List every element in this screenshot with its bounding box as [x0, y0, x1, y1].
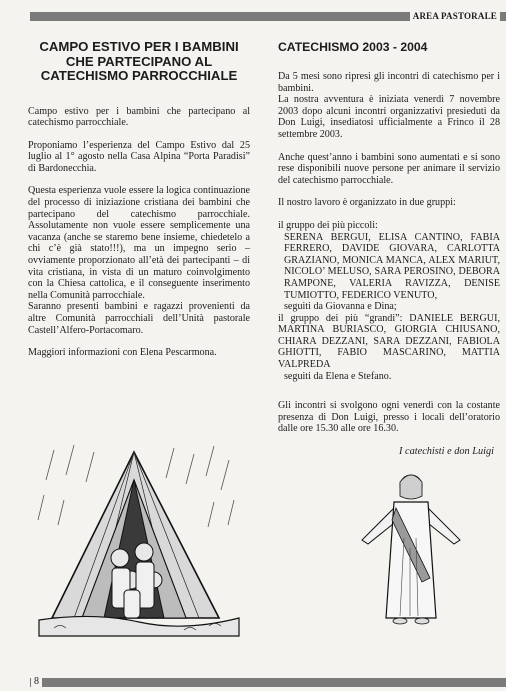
section-label: AREA PASTORALE [410, 11, 500, 21]
left-paragraph: Proponiamo l’esperienza del Campo Estivo dal 25 luglio al 1° agosto nella Casa Alpina “Porta Paradisi” di Bardonecchia. [28, 139, 250, 174]
left-paragraph: Campo estivo per i bambini che partecipano al catechismo parrocchiale. [28, 105, 250, 129]
right-paragraph: La nostra avventura è iniziata venerdì 7 novembre 2003 dopo alcuni incontri organizzativi presieduti da Don Luigi, insediatosi ufficialmente a Frinco il 28 settembre 2003. [278, 94, 500, 140]
right-paragraph: Il nostro lavoro è organizzato in due gruppi: [278, 197, 456, 209]
right-column [278, 40, 500, 457]
closing-paragraph: Gli incontri si svolgono ogni venerdì con la costante presenza di Don Luigi, presso i locali dell’oratorio dalle ore 15.30 alle ore 16.30. [278, 400, 500, 435]
group1-names: SERENA BERGUI, ELISA CANTINO, FABIA FERRERO, DAVIDE GIOVARA, CARLOTTA GRAZIANO, MONICA MANCA, ALEX MARIUT, NICOLO’ MELUSO, SARA PEROSINO, DEBORA RAMPONE, VALERIA RAVIZZA, DENISE TUMIOTTO, FEDERICO VENUTO, [284, 231, 500, 301]
right-paragraph: Anche quest’anno i bambini sono aumentati e si sono rese disponibili nuove persone per animare il servizio del catechismo parrocchiale. [278, 151, 500, 186]
left-article-title: CAMPO ESTIVO PER I BAMBINI CHE PARTECIPANO AL CATECHISMO PARROCCHIALE [39, 39, 239, 83]
page-number: 8 [31, 676, 42, 687]
left-paragraph: Maggiori informazioni con Elena Pescarmona. [28, 347, 217, 359]
right-article-title: CATECHISMO 2003 - 2004 [278, 40, 428, 54]
group2-names: DANIELE BERGUI, MARTINA BURIASCO, GIORGIA CHIUSANO, CHIARA DEZZANI, SARA DEZZANI, FABIOLA GHIOTTI, FABIO MASCARINO, MATTIA VALPREDA [278, 312, 500, 371]
left-paragraph: Saranno presenti bambini e ragazzi provenienti da altre Comunità parrocchiali dell’Unità pastorale Castell’Alfero-Portacomaro. [28, 301, 250, 336]
left-column [28, 40, 250, 370]
group2-leaders: seguiti da Elena e Stefano. [284, 370, 392, 382]
group1-intro: il gruppo dei più piccoli: [278, 219, 378, 231]
left-paragraph: Questa esperienza vuole essere la logica continuazione del processo di iniziazione cristiana dei bambini che partecipano del catechismo parrocchiale. Assolutamente non vuole essere semplicemente una vacanza (anche se staremo bene insieme, chiedetelo a chi c’è già stato!!!), ma un impegno serio – ovviamente proporzionato all’età dei partecipanti – di vita cristiana, in vista di un maturo coinvolgimento con la Chiesa cattolica, e il conseguente inserimento nella Comunità parrocchiale. [28, 185, 250, 301]
group2-intro: il gruppo dei più “grandi”: [278, 312, 403, 324]
group-list [278, 220, 500, 382]
tent-children-icon [34, 440, 244, 640]
jesus-figure-icon [356, 468, 466, 628]
footer-bar [30, 678, 506, 687]
right-paragraph: Da 5 mesi sono ripresi gli incontri di catechismo per i bambini. [278, 71, 500, 94]
signature: I catechisti e don Luigi [399, 446, 494, 458]
group1-leaders: seguiti da Giovanna e Dina; [284, 301, 397, 313]
